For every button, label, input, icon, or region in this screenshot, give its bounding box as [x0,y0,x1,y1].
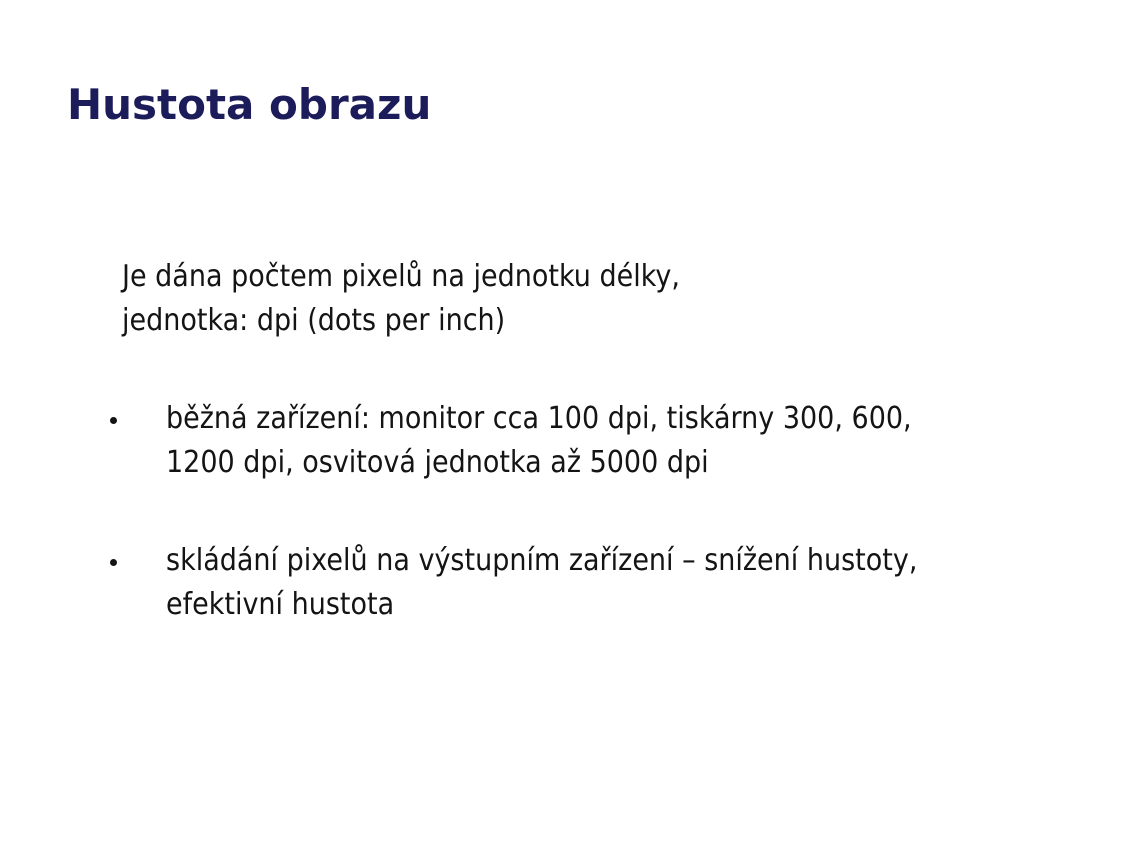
intro-paragraph [122,255,986,343]
bullet-text [166,539,1066,627]
bullet-line: 1200 dpi, osvitová jednotka až 5000 dpi [166,445,709,480]
bullet-item [110,539,1110,627]
intro-line: Je dána počtem pixelů na jednotku délky, [122,259,680,294]
intro-line: jednotka: dpi (dots per inch) [122,303,506,338]
bullet-line: skládání pixelů na výstupním zařízení – snížení hustoty, [166,543,918,578]
bullet-dot-icon [110,559,117,566]
bullet-line: běžná zařízení: monitor cca 100 dpi, tiskárny 300, 600, [166,401,912,436]
bullet-item [110,397,1110,485]
slide-title: Hustota obrazu [67,80,432,129]
bullet-dot-icon [110,417,117,424]
bullet-text [166,397,1066,485]
bullet-line: efektivní hustota [166,587,395,622]
bullet-list [110,397,1110,681]
